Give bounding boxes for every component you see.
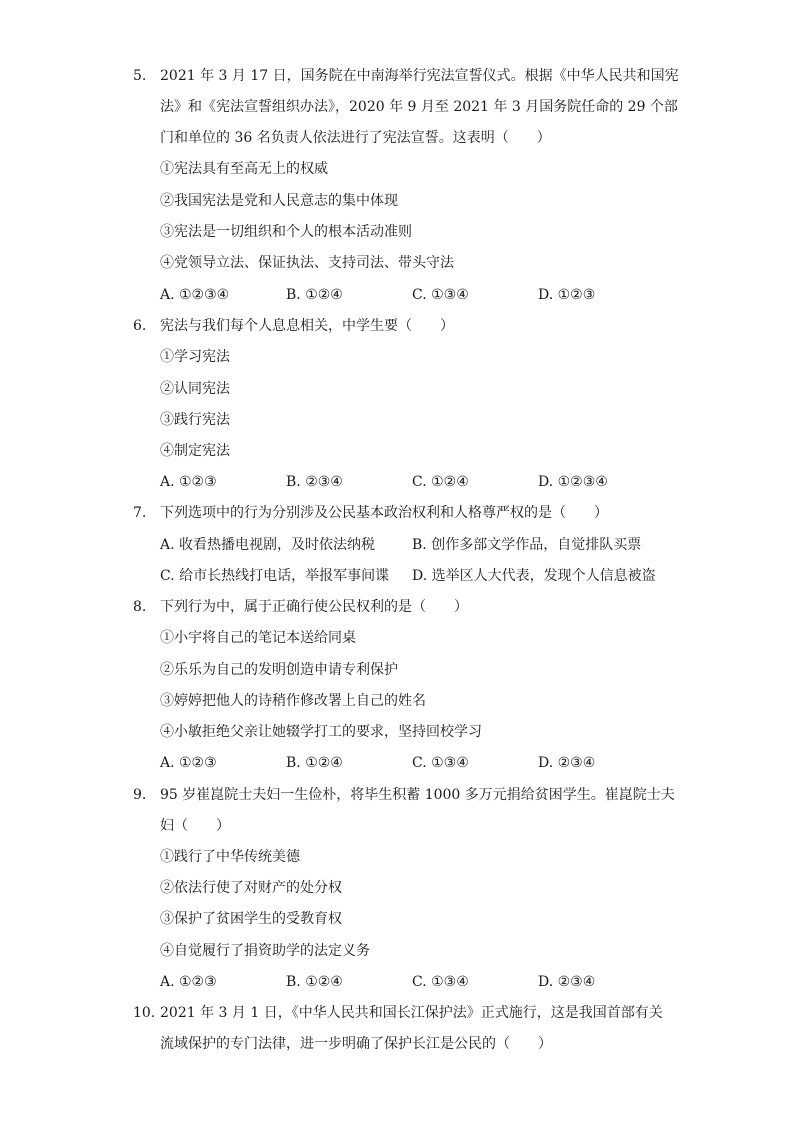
question-stem-line: 下列选项中的行为分别涉及公民基本政治权利和人格尊严权的是（ ） xyxy=(160,505,608,521)
statement-item: ②依法行使了对财产的处分权 xyxy=(160,880,342,896)
option-c[interactable]: C. ①③④ xyxy=(412,287,469,303)
option-a[interactable]: A. 收看热播电视剧，及时依法纳税 xyxy=(160,537,376,553)
statement-item: ①宪法具有至高无上的权威 xyxy=(160,161,328,177)
option-d[interactable]: D. ①②③ xyxy=(538,287,596,303)
question-stem-line: 法》和《宪法宣誓组织办法》，2020 年 9 月至 2021 年 3 月国务院任命的 29 个部 xyxy=(160,99,678,115)
question-number: 9. xyxy=(133,787,147,803)
option-c[interactable]: C. 给市长热线打电话，举报军事间谍 xyxy=(160,568,390,584)
option-d[interactable]: D. 选举区人大代表，发现个人信息被盗 xyxy=(412,568,656,584)
option-a[interactable]: A. ①②③④ xyxy=(160,287,230,303)
question-stem-line: 门和单位的 36 名负责人依法进行了宪法宣誓。这表明（ ） xyxy=(160,130,551,146)
question-stem-line: 2021 年 3 月 17 日，国务院在中南海举行宪法宣誓仪式。根据《中华人民共和国宪 xyxy=(160,68,679,84)
option-b[interactable]: B. ②③④ xyxy=(286,474,343,490)
statement-item: ③婷婷把他人的诗稍作修改署上自己的姓名 xyxy=(160,693,426,709)
statement-item: ④小敏拒绝父亲让她辍学打工的要求，坚持回校学习 xyxy=(160,724,482,740)
option-b[interactable]: B. ①②④ xyxy=(286,755,343,771)
option-d[interactable]: D. ②③④ xyxy=(538,974,596,990)
statement-item: ①践行了中华传统美德 xyxy=(160,849,300,865)
question-stem-line: 下列行为中，属于正确行使公民权利的是（ ） xyxy=(160,599,468,615)
statement-item: ④制定宪法 xyxy=(160,443,230,459)
question-stem-line: 流域保护的专门法律，进一步明确了保护长江是公民的（ ） xyxy=(160,1036,552,1052)
question-stem-line: 宪法与我们每个人息息相关，中学生要（ ） xyxy=(160,318,454,334)
option-b[interactable]: B. ①②④ xyxy=(286,974,343,990)
question-number: 6. xyxy=(133,318,147,334)
option-c[interactable]: C. ①③④ xyxy=(412,755,469,771)
option-c[interactable]: C. ①③④ xyxy=(412,974,469,990)
statement-item: ③践行宪法 xyxy=(160,412,230,428)
statement-item: ①学习宪法 xyxy=(160,349,230,365)
statement-item: ②乐乐为自己的发明创造申请专利保护 xyxy=(160,662,398,678)
question-stem-line: 妇（ ） xyxy=(160,818,230,834)
question-number: 8. xyxy=(133,599,147,615)
question-number: 10. xyxy=(133,1005,156,1021)
statement-item: ④党领导立法、保证执法、支持司法、带头守法 xyxy=(160,255,454,271)
statement-item: ②我国宪法是党和人民意志的集中体现 xyxy=(160,193,398,209)
statement-item: ④自觉履行了捐资助学的法定义务 xyxy=(160,943,370,959)
option-b[interactable]: B. 创作多部文学作品，自觉排队买票 xyxy=(412,537,642,553)
question-number: 5. xyxy=(133,68,147,84)
option-c[interactable]: C. ①②④ xyxy=(412,474,469,490)
option-a[interactable]: A. ①②③ xyxy=(160,974,217,990)
statement-item: ③保护了贫困学生的受教育权 xyxy=(160,911,342,927)
question-stem-line: 2021 年 3 月 1 日，《中华人民共和国长江保护法》正式施行，这是我国首部有关 xyxy=(160,1005,663,1021)
statement-item: ②认同宪法 xyxy=(160,381,230,397)
option-a[interactable]: A. ①②③ xyxy=(160,755,217,771)
option-d[interactable]: D. ②③④ xyxy=(538,755,596,771)
option-b[interactable]: B. ①②④ xyxy=(286,287,343,303)
statement-item: ③宪法是一切组织和个人的根本活动准则 xyxy=(160,224,412,240)
statement-item: ①小宇将自己的笔记本送给同桌 xyxy=(160,630,356,646)
question-number: 7. xyxy=(133,505,147,521)
option-a[interactable]: A. ①②③ xyxy=(160,474,217,490)
question-stem-line: 95 岁崔崑院士夫妇一生俭朴，将毕生积蓄 1000 多万元捐给贫困学生。崔崑院士夫 xyxy=(160,787,675,803)
option-d[interactable]: D. ①②③④ xyxy=(538,474,608,490)
